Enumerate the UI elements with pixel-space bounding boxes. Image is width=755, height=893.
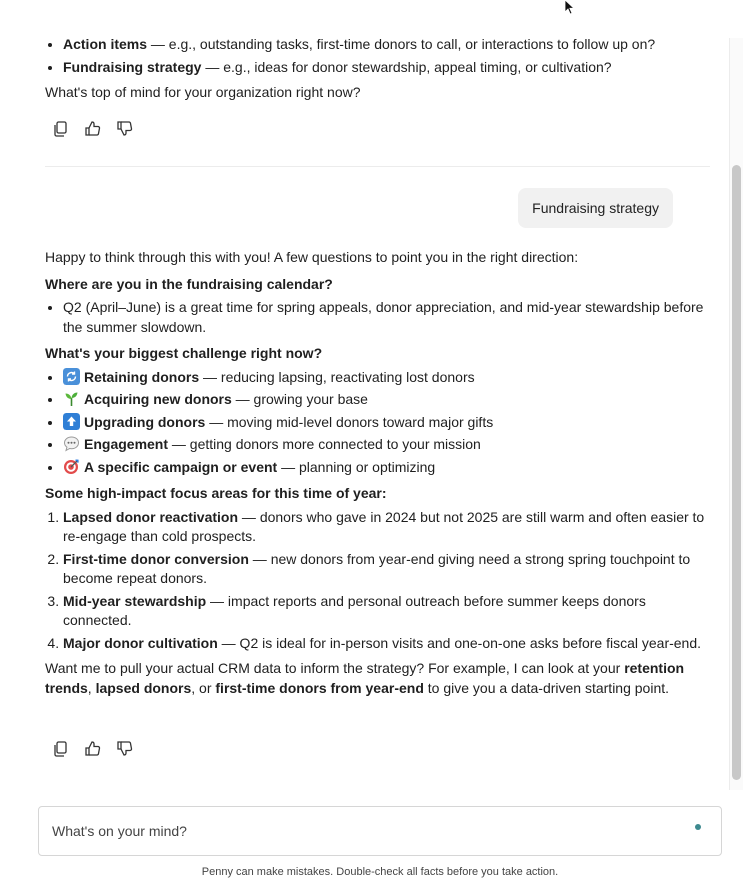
copy-icon[interactable] [52, 740, 69, 757]
challenge-list [45, 368, 710, 478]
scrollbar-thumb[interactable] [732, 165, 741, 780]
message-divider [45, 166, 710, 167]
assistant-message-previous [45, 35, 710, 107]
list-item: • Action items — e.g., outstanding tasks, first-time donors to call, or interactions to follow up on? [63, 35, 710, 55]
message-composer [38, 806, 722, 856]
list-item: 4. Major donor cultivation — Q2 is ideal for in-person visits and one-on-one asks before fiscal year-end. [63, 634, 710, 654]
up-arrow-icon [63, 413, 80, 430]
status-dot-icon [695, 824, 701, 830]
disclaimer-text: Penny can make mistakes. Double-check all facts before you take action. [201, 866, 559, 878]
calendar-list [45, 298, 710, 337]
list-item: 3. Mid-year stewardship — impact reports and personal outreach before summer keeps donors connected. [63, 592, 710, 631]
list-item: • A specific campaign or event — planning or optimizing [63, 458, 710, 478]
section-heading-challenge: What's your biggest challenge right now? [45, 345, 323, 361]
question-text: What's top of mind for your organization right now? [45, 84, 361, 100]
speech-balloon-icon [63, 435, 80, 452]
thumbs-down-icon[interactable] [116, 120, 133, 137]
assistant-message-reply [45, 248, 710, 702]
message-actions [52, 120, 133, 137]
list-item: • Engagement — getting donors more connected to your mission [63, 435, 710, 455]
counterclockwise-arrows-icon [63, 368, 80, 385]
message-input[interactable] [39, 807, 639, 855]
list-item: • Fundraising strategy — e.g., ideas for donor stewardship, appeal timing, or cultivation? [63, 58, 710, 78]
thumbs-up-icon[interactable] [84, 740, 101, 757]
section-heading-focus: Some high-impact focus areas for this time of year: [45, 485, 387, 501]
list-item: • Retaining donors — reducing lapsing, reactivating lost donors [63, 368, 710, 388]
list-item: 1. Lapsed donor reactivation — donors who gave in 2024 but not 2025 are still warm and often easier to re-engage than cold prospects. [63, 508, 710, 547]
list-item: • Acquiring new donors — growing your base [63, 390, 710, 410]
thumbs-down-icon[interactable] [116, 740, 133, 757]
direct-hit-icon [63, 458, 80, 475]
copy-icon[interactable] [52, 120, 69, 137]
list-item: • Upgrading donors — moving mid-level donors toward major gifts [63, 413, 710, 433]
topic-list [45, 35, 710, 77]
mouse-cursor-icon [564, 0, 578, 16]
list-item: • Q2 (April–June) is a great time for spring appeals, donor appreciation, and mid-year stewardship before the summer slowdown. [63, 298, 710, 337]
thumbs-up-icon[interactable] [84, 120, 101, 137]
seedling-icon [63, 390, 80, 407]
user-message-bubble: Fundraising strategy [518, 188, 673, 228]
focus-area-list [45, 508, 710, 654]
section-heading-calendar: Where are you in the fundraising calendar? [45, 275, 333, 292]
message-actions [52, 740, 133, 757]
closing-paragraph: Want me to pull your actual CRM data to inform the strategy? For example, I can look at your retention trends, lapsed donors, or first-time donors from year-end to give you a data-driven starting point. [45, 660, 685, 696]
reply-intro: Happy to think through this with you! A few questions to point you in the right direction: [45, 249, 579, 265]
list-item: 2. First-time donor conversion — new donors from year-end giving need a strong spring touchpoint to become repeat donors. [63, 550, 710, 589]
